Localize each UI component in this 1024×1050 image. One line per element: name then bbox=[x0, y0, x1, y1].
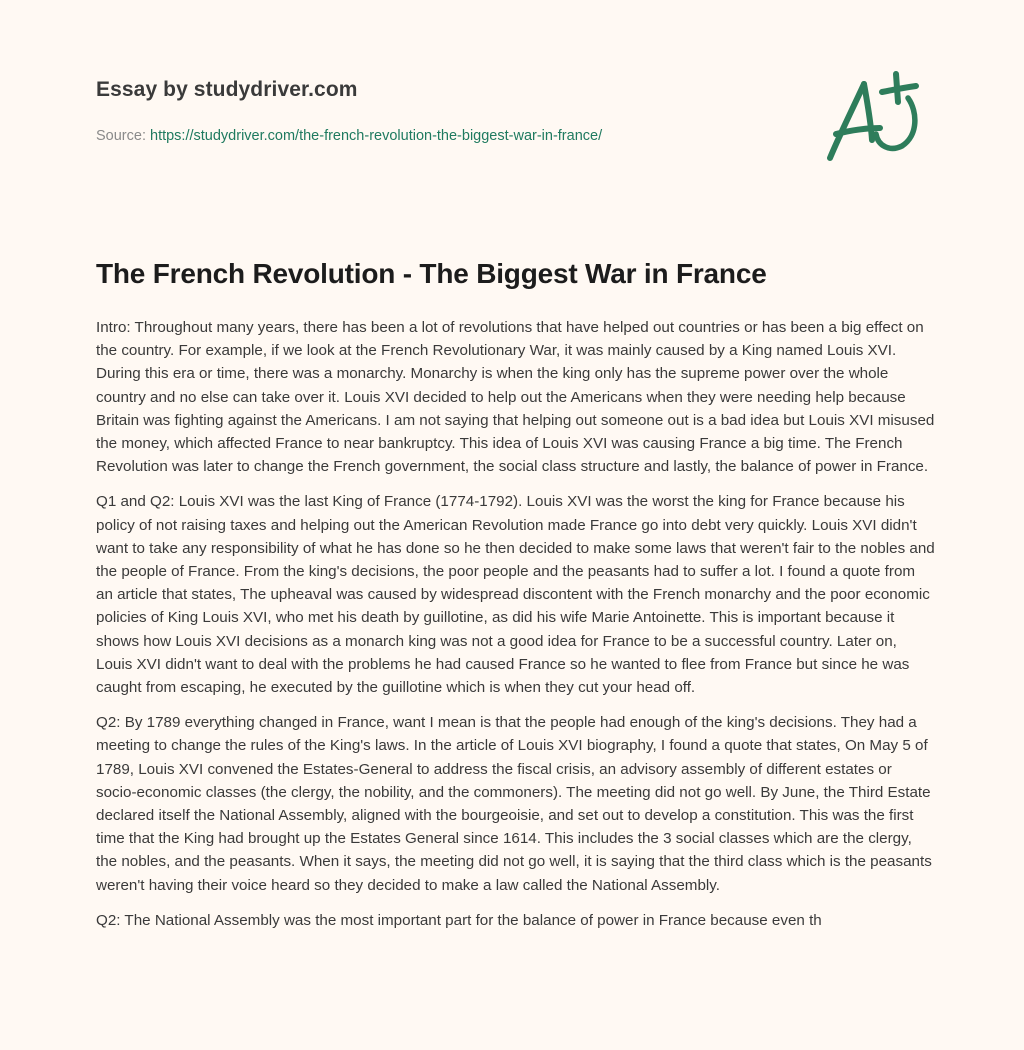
source-link[interactable]: https://studydriver.com/the-french-revolution-the-biggest-war-in-france/ bbox=[150, 128, 603, 144]
essay-title: The French Revolution - The Biggest War in France bbox=[96, 258, 767, 289]
essay-paragraph-q2: Q2: By 1789 everything changed in France, want I mean is that the people had enough of the king's decisions. They had a meeting to change the rules of the King's laws. In the article of Louis XVI biography, I found a quote that states, On May 5 of 1789, Louis XVI convened the Estates-General to address the fiscal crisis, an advisory assembly of different estates or socio-economic classes (the clergy, the nobility, and the commoners). The meeting did not go well. By June, the Third Estate declared itself the National Assembly, aligned with the bourgeoisie, and set out to develop a constitution. This was the first time that the King had brought up the Estates General since 1614. This includes the 3 social classes which are the clergy, the nobles, and the peasants. When it says, the meeting did not go well, it is saying that the third class which is the peasants weren't having their voice heard so they decided to make a law called the National Assembly. bbox=[96, 714, 932, 894]
essay-paragraph-intro: Intro: Throughout many years, there has been a lot of revolutions that have helped out countries or has been a big effect on the country. For example, if we look at the French Revolutionary War, it was mainly caused by a King named Louis XVI. During this era or time, there was a monarchy. Monarchy is when the king only has the supreme power over the whole country and no else can take over it. Louis XVI decided to help out the Americans when they were needing help because Britain was fighting against the Americans. I am not saying that helping out someone out is a bad idea but Louis XVI misused the money, which affected France to near bankruptcy. This idea of Louis XVI was causing France a big time. The French Revolution was later to change the French government, the social class structure and lastly, the balance of power in France. bbox=[96, 319, 935, 476]
source-label: Source: bbox=[96, 128, 150, 144]
essay-paragraph-q2-continued: Q2: The National Assembly was the most important part for the balance of power in France because even th bbox=[96, 911, 822, 929]
source-line bbox=[96, 126, 796, 146]
essay-body bbox=[96, 316, 936, 944]
essay-header bbox=[96, 76, 796, 146]
brand-title: Essay by studydriver.com bbox=[96, 78, 358, 101]
essay-paragraph-q1-q2: Q1 and Q2: Louis XVI was the last King of France (1774-1792). Louis XVI was the worst the king for France because his policy of not raising taxes and helping out the American Revolution made France go into debt very quickly. Louis XVI didn't want to take any responsibility of what he has done so he then decided to make some laws that weren't fair to the nobles and the people of France. From the king's decisions, the poor people and the peasants had to suffer a lot. I found a quote from an article that states, The upheaval was caused by widespread discontent with the French monarchy and the poor economic policies of King Louis XVI, who met his death by guillotine, as did his wife Marie Antoinette. This is important because it shows how Louis XVI decisions as a monarch king was not a good idea for France to be a successful country. Later on, Louis XVI didn't want to deal with the problems he had caused France so he wanted to flee from France but since he was caught from escaping, he executed by the guillotine which is when they cut your head off. bbox=[96, 493, 935, 697]
a-plus-grade-icon bbox=[822, 68, 926, 164]
